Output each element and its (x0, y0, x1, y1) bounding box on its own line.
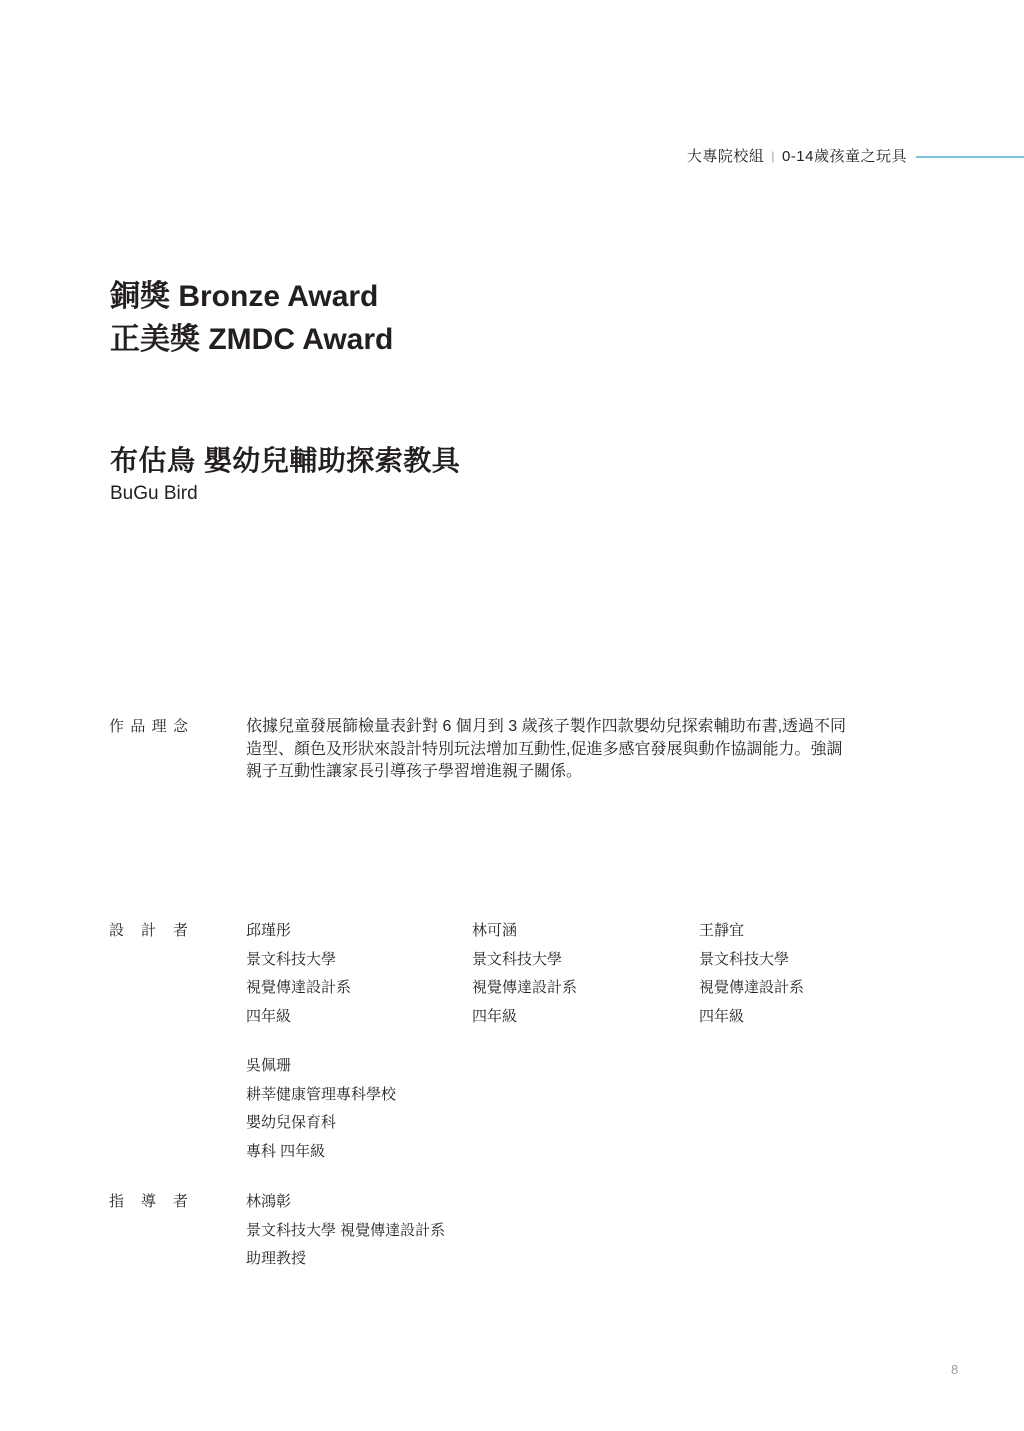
designer-card (472, 917, 577, 1031)
designer-school: 景文科技大學 (699, 950, 790, 968)
designer-grade: 四年級 (472, 1007, 518, 1025)
designer-grade: 四年級 (699, 1007, 745, 1025)
concept-line: 造型、顏色及形狀來設計特別玩法增加互動性,促進多感官發展與動作協調能力。強調 (246, 740, 843, 758)
designer-name: 吳佩珊 (246, 1057, 292, 1074)
designer-grade: 專科 四年級 (246, 1142, 326, 1160)
product-title-en: BuGu Bird (110, 483, 198, 504)
concept-line: 依據兒童發展篩檢量表針對 6 個月到 3 歲孩子製作四款嬰幼兒探索輔助布書,透過不同 (246, 718, 847, 735)
designer-department: 視覺傳達設計系 (699, 979, 805, 996)
designer-card (246, 1052, 396, 1166)
designer-name: 林可涵 (472, 922, 518, 939)
product-title-zh: 布估鳥 嬰幼兒輔助探索教具 (110, 445, 461, 476)
designers-label: 設 計 者 (109, 922, 188, 939)
designer-department: 視覺傳達設計系 (472, 979, 578, 996)
award-zmdc: 正美獎 ZMDC Award (110, 323, 394, 356)
advisor-name: 林鴻彰 (246, 1193, 292, 1210)
award-bronze: 銅獎 Bronze Award (110, 280, 379, 313)
advisor-card (246, 1188, 445, 1274)
concept-paragraph (246, 716, 846, 784)
advisor-affiliation: 景文科技大學 視覺傳達設計系 (246, 1221, 446, 1239)
designer-school: 景文科技大學 (246, 950, 337, 968)
advisor-title: 助理教授 (246, 1250, 307, 1267)
designer-card (246, 917, 351, 1031)
designer-school: 景文科技大學 (472, 950, 563, 968)
advisor-label: 指 導 者 (109, 1193, 188, 1210)
header-theme: 0-14歲孩童之玩具 (781, 148, 907, 165)
designer-name: 王靜宜 (699, 922, 745, 939)
designer-grade: 四年級 (246, 1007, 292, 1025)
designer-school: 耕莘健康管理專科學校 (246, 1085, 397, 1103)
concept-label: 作 品 理 念 (109, 718, 188, 735)
page-number: 8 (951, 1362, 959, 1377)
designer-card (699, 917, 804, 1031)
concept-line: 親子互動性讓家長引導孩子學習增進親子關係。 (246, 763, 583, 780)
header-category: 大專院校組 (686, 148, 765, 165)
designer-name: 邱瑾彤 (246, 922, 292, 939)
designer-department: 視覺傳達設計系 (246, 979, 352, 996)
header-rule (916, 156, 1024, 158)
designer-department: 嬰幼兒保育科 (246, 1114, 337, 1131)
header-separator: | (771, 149, 775, 163)
section-header (687, 147, 907, 167)
